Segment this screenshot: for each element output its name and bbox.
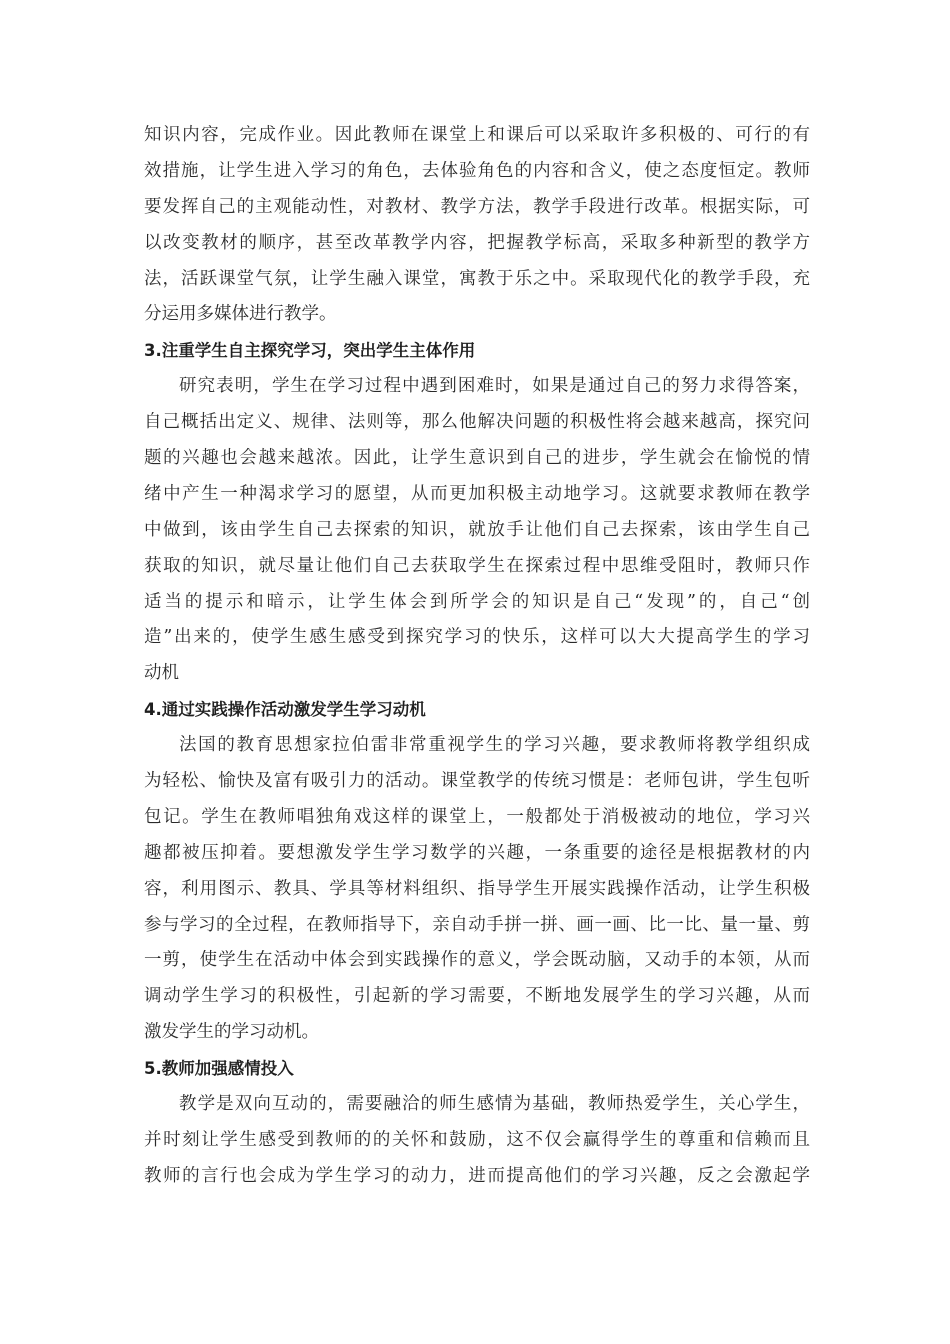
paragraph-line: 容，利用图示、教具、学具等材料组织、指导学生开展实践操作活动，让学生积极	[144, 878, 810, 899]
paragraph-line: 中做到，该由学生自己去探索的知识，就放手让他们自己去探索，该由学生自己	[144, 519, 810, 540]
page-content	[144, 118, 810, 1195]
paragraph-section-5	[144, 1087, 810, 1195]
paragraph-line: 法国的教育思想家拉伯雷非常重视学生的学习兴趣，要求教师将教学组织成	[179, 735, 810, 756]
section-heading-5: 5.教师加强感情投入	[144, 1059, 294, 1079]
paragraph-line: 参与学习的全过程，在教师指导下，亲自动手拼一拼、画一画、比一比、量一量、剪	[144, 914, 810, 935]
paragraph-line: 题的兴趣也会越来越浓。因此，让学生意识到自己的进步，学生就会在愉悦的情	[144, 448, 810, 469]
paragraph-line: 自己概括出定义、规律、法则等，那么他解决问题的积极性将会越来越高，探究问	[144, 412, 810, 433]
paragraph-line: 法，活跃课堂气氛，让学生融入课堂，寓教于乐之中。采取现代化的教学手段，充	[144, 268, 810, 289]
paragraph-section-3	[144, 369, 810, 692]
paragraph-line: 动机	[144, 663, 179, 684]
paragraph-line: 适当的提示和暗示，让学生体会到所学会的知识是自己“发现”的，自己“创	[144, 591, 810, 612]
paragraph-line: 获取的知识，就尽量让他们自己去获取学生在探索过程中思维受阻时，教师只作	[144, 555, 810, 576]
paragraph-line: 绪中产生一种渴求学习的愿望，从而更加积极主动地学习。这就要求教师在教学	[144, 483, 810, 504]
paragraph-line: 并时刻让学生感受到教师的的关怀和鼓励，这不仅会赢得学生的尊重和信赖而且	[144, 1129, 810, 1150]
paragraph-line: 包记。学生在教师唱独角戏这样的课堂上，一般都处于消极被动的地位，学习兴	[144, 806, 810, 827]
paragraph-line: 以改变教材的顺序，甚至改革教学内容，把握教学标高，采取多种新型的教学方	[144, 232, 810, 253]
section-heading-3: 3.注重学生自主探究学习，突出学生主体作用	[144, 341, 476, 361]
paragraph-continuation	[144, 118, 810, 333]
paragraph-line: 造”出来的，使学生感生感受到探究学习的快乐，这样可以大大提高学生的学习	[144, 627, 810, 648]
paragraph-line: 一剪，使学生在活动中体会到实践操作的意义，学会既动脑，又动手的本领，从而	[144, 950, 810, 971]
paragraph-line: 趣都被压抑着。要想激发学生学习数学的兴趣，一条重要的途径是根据教材的内	[144, 842, 810, 863]
paragraph-line: 效措施，让学生进入学习的角色，去体验角色的内容和含义，使之态度恒定。教师	[144, 160, 810, 181]
paragraph-line: 教学是双向互动的，需要融洽的师生感情为基础，教师热爱学生，关心学生，	[179, 1094, 810, 1115]
paragraph-line: 分运用多媒体进行教学。	[144, 304, 337, 325]
paragraph-line: 研究表明，学生在学习过程中遇到困难时，如果是通过自己的努力求得答案，	[179, 376, 810, 397]
paragraph-line: 激发学生的学习动机。	[144, 1022, 319, 1043]
paragraph-line: 要发挥自己的主观能动性，对教材、教学方法，教学手段进行改革。根据实际，可	[144, 196, 810, 217]
paragraph-section-4	[144, 728, 810, 1051]
paragraph-line: 教师的言行也会成为学生学习的动力，进而提高他们的学习兴趣，反之会激起学	[144, 1165, 810, 1186]
paragraph-line: 知识内容，完成作业。因此教师在课堂上和课后可以采取许多积极的、可行的有	[144, 125, 810, 145]
paragraph-line: 为轻松、愉快及富有吸引力的活动。课堂教学的传统习惯是：老师包讲，学生包听	[144, 771, 810, 792]
section-heading-4: 4.通过实践操作活动激发学生学习动机	[144, 700, 426, 720]
paragraph-line: 调动学生学习的积极性，引起新的学习需要，不断地发展学生的学习兴趣，从而	[144, 986, 810, 1007]
